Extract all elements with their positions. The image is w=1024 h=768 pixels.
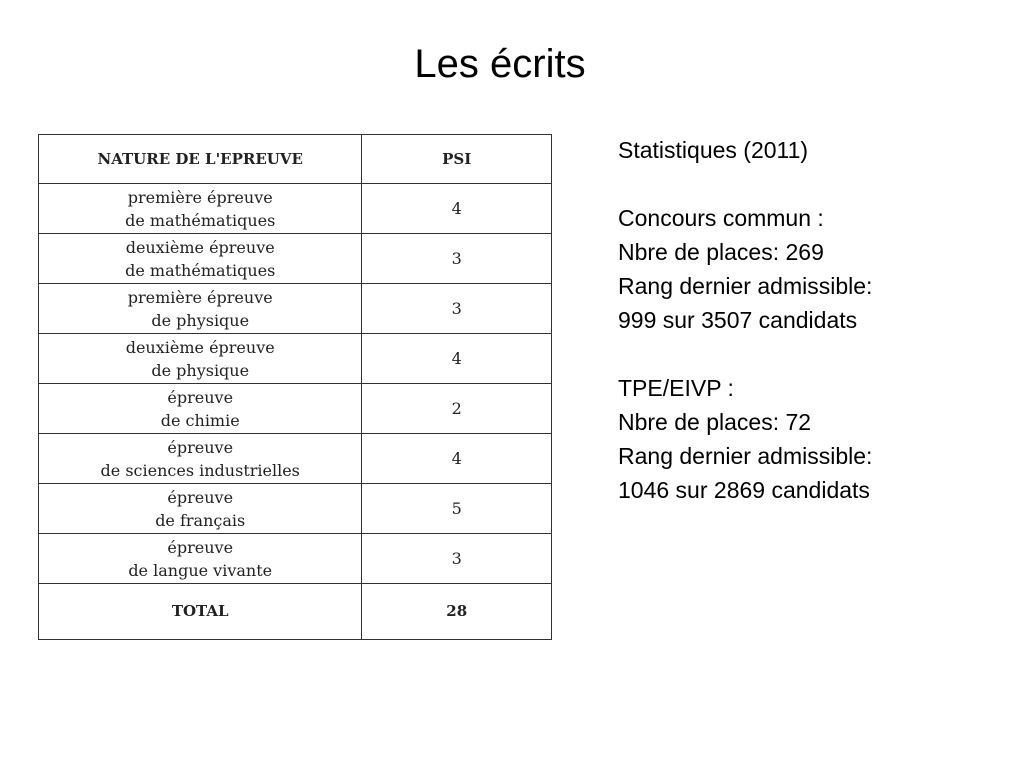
statistics-panel bbox=[618, 133, 1018, 507]
table-total-row bbox=[39, 584, 552, 640]
table-row bbox=[39, 184, 552, 234]
table-row bbox=[39, 334, 552, 384]
exam-name-cell: deuxième épreuve de physique bbox=[39, 334, 362, 384]
exam-name-cell: première épreuve de physique bbox=[39, 284, 362, 334]
psi-value-cell: 3 bbox=[362, 534, 552, 584]
exam-name-cell: épreuve de chimie bbox=[39, 384, 362, 434]
exam-name-cell: épreuve de français bbox=[39, 484, 362, 534]
psi-value-cell: 4 bbox=[362, 184, 552, 234]
slide-title: Les écrits bbox=[414, 42, 586, 86]
exam-name-cell: épreuve de langue vivante bbox=[39, 534, 362, 584]
table-row bbox=[39, 534, 552, 584]
concours-rang-label: Rang dernier admissible: bbox=[618, 273, 873, 299]
concours-rang-value: 999 sur 3507 candidats bbox=[618, 307, 858, 333]
total-value: 28 bbox=[362, 584, 552, 640]
exam-name-cell: première épreuve de mathématiques bbox=[39, 184, 362, 234]
header-nature: NATURE DE L'EPREUVE bbox=[39, 135, 362, 184]
exam-name-cell: deuxième épreuve de mathématiques bbox=[39, 234, 362, 284]
header-psi: PSI bbox=[362, 135, 552, 184]
concours-places: Nbre de places: 269 bbox=[618, 239, 824, 265]
psi-value-cell: 5 bbox=[362, 484, 552, 534]
psi-value-cell: 4 bbox=[362, 434, 552, 484]
concours-label: Concours commun : bbox=[618, 205, 824, 231]
exam-name-cell: épreuve de sciences industrielles bbox=[39, 434, 362, 484]
total-label: TOTAL bbox=[39, 584, 362, 640]
table-row bbox=[39, 434, 552, 484]
stats-heading: Statistiques (2011) bbox=[618, 137, 809, 163]
table-row bbox=[39, 234, 552, 284]
psi-value-cell: 2 bbox=[362, 384, 552, 434]
table-row bbox=[39, 384, 552, 434]
exam-table bbox=[38, 134, 552, 640]
psi-value-cell: 4 bbox=[362, 334, 552, 384]
psi-value-cell: 3 bbox=[362, 234, 552, 284]
tpe-rang-value: 1046 sur 2869 candidats bbox=[618, 477, 870, 503]
tpe-rang-label: Rang dernier admissible: bbox=[618, 443, 873, 469]
tpe-label: TPE/EIVP : bbox=[618, 375, 734, 401]
table-row bbox=[39, 284, 552, 334]
table-row bbox=[39, 484, 552, 534]
table-header-row bbox=[39, 135, 552, 184]
tpe-places: Nbre de places: 72 bbox=[618, 409, 812, 435]
psi-value-cell: 3 bbox=[362, 284, 552, 334]
